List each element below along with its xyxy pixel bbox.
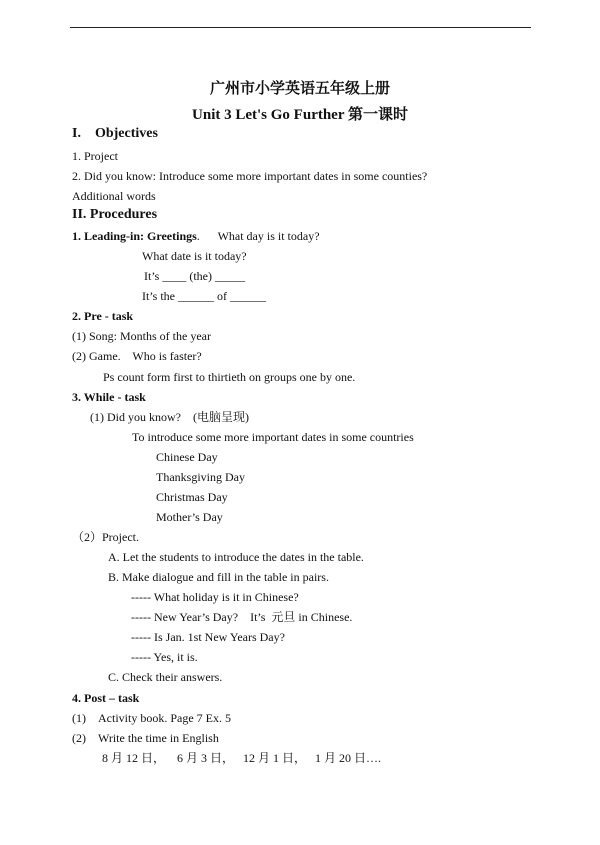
post-task-number: (1) [72, 711, 86, 725]
intro-line: To introduce some more important dates in some countries [132, 430, 414, 444]
dialogue-line: ----- New Year’s Day? It’s 元旦 in Chinese. [131, 610, 353, 624]
leading-in-line [72, 228, 320, 244]
dialogue-line: ----- What holiday is it in Chinese? [131, 590, 299, 604]
holiday-item: Christmas Day [156, 490, 228, 504]
did-you-know: (1) Did you know? (电脑呈现) [90, 410, 249, 424]
post-task-heading: 4. Post – task [72, 691, 140, 705]
while-task-heading: 3. While - task [72, 390, 146, 404]
leading-in-line: It’s the ______ of ______ [142, 289, 266, 303]
pre-task-line: (2) Game. Who is faster? [72, 349, 202, 363]
post-task-text: Activity book. Page 7 Ex. 5 [98, 711, 231, 725]
project-step: A. Let the students to introduce the dates in the table. [108, 550, 364, 564]
procedures-heading: II. Procedures [72, 207, 158, 222]
dates-line: 8 月 12 日， 6 月 3 日， 12 月 1 日， 1 月 20 日…. [102, 751, 382, 765]
project-step: B. Make dialogue and fill in the table in pairs. [108, 570, 329, 584]
unit-title: Unit 3 Let's Go Further 第一课时 [192, 107, 408, 123]
pre-task-line: (1) Song: Months of the year [72, 329, 211, 343]
project-label: （2）Project. [72, 530, 139, 544]
pre-task-line: Ps count form first to thirtieth on groups one by one. [103, 370, 356, 384]
dialogue-line: ----- Yes, it is. [131, 650, 198, 664]
pre-task-heading: 2. Pre - task [72, 309, 134, 323]
project-step: C. Check their answers. [108, 670, 223, 684]
holiday-item: Chinese Day [156, 450, 218, 464]
leading-in-line: It’s ____ (the) _____ [144, 269, 245, 283]
leading-in-line: What date is it today? [142, 249, 247, 263]
holiday-item: Thanksgiving Day [156, 470, 245, 484]
dialogue-line: ----- Is Jan. 1st New Years Day? [131, 630, 285, 644]
post-task-text: Write the time in English [98, 731, 219, 745]
objectives-heading: I. Objectives [72, 126, 158, 141]
objective-item: 2. Did you know: Introduce some more important dates in some counties? [72, 169, 428, 183]
leading-in-label: 1. Leading-in: Greetings [72, 229, 197, 243]
objective-item: Additional words [72, 189, 156, 203]
post-task-number: (2) [72, 731, 86, 745]
header-rule [70, 27, 531, 28]
holiday-item: Mother’s Day [156, 510, 223, 524]
leading-in-question: . What day is it today? [196, 229, 320, 243]
document-title: 广州市小学英语五年级上册 [209, 81, 390, 97]
objective-item: 1. Project [72, 149, 118, 163]
